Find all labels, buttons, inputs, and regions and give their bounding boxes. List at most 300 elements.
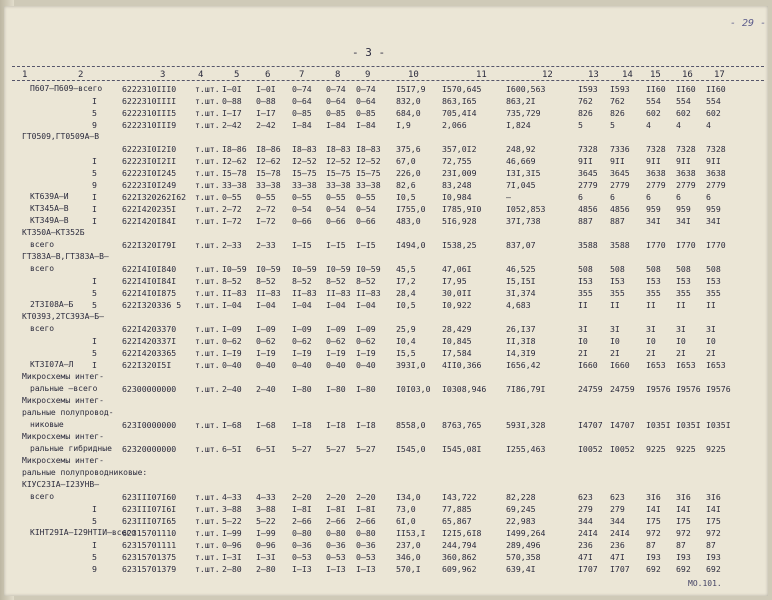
table-cell-r16-c9: 8–52 bbox=[356, 276, 376, 286]
table-cell-r7-c9: I5–75 bbox=[356, 168, 381, 178]
table-cell-r0-c15: II60 bbox=[646, 84, 666, 94]
table-cell-r18-c7: I–04 bbox=[292, 300, 312, 310]
table-cell-r22-c15: 2I bbox=[646, 348, 656, 358]
table-cell-r25-c10: I0I03,0 bbox=[396, 384, 431, 394]
table-cell-r20-c7: I–09 bbox=[292, 324, 312, 334]
table-cell-r15-c13: 508 bbox=[578, 264, 593, 274]
table-cell-r40-c11: 609,962 bbox=[442, 564, 477, 574]
table-cell-r39-c4: т.шт. bbox=[195, 552, 220, 562]
table-cell-r7-c16: 3638 bbox=[676, 168, 696, 178]
table-cell-r25-c16: I9576 bbox=[676, 384, 701, 394]
table-cell-r36-c4: т.шт. bbox=[195, 516, 220, 526]
table-cell-r23-c12: I656,42 bbox=[506, 360, 541, 370]
table-cell-r0-c11: I570,645 bbox=[442, 84, 482, 94]
table-cell-r37-c7: 0–80 bbox=[292, 528, 312, 538]
table-cell-r40-c3: 62315701379 bbox=[122, 564, 177, 574]
table-cell-r28-c1: никовые bbox=[30, 420, 64, 429]
table-cell-r7-c2: 5 bbox=[92, 168, 97, 178]
table-cell-r14-c1: ГТ383А–В,ГТ383А–В– bbox=[22, 252, 109, 261]
table-cell-r13-c15: I770 bbox=[646, 240, 666, 250]
table-cell-r10-c7: 0–54 bbox=[292, 204, 312, 214]
table-cell-r39-c5: I–3I bbox=[222, 552, 242, 562]
table-cell-r38-c16: 87 bbox=[676, 540, 686, 550]
table-cell-r0-c8: 0–74 bbox=[326, 84, 346, 94]
table-cell-r36-c8: 2–66 bbox=[326, 516, 346, 526]
table-cell-r16-c3: 622I4I0I84I bbox=[122, 276, 177, 286]
table-cell-r34-c14: 623 bbox=[610, 492, 625, 502]
table-cell-r39-c6: I–3I bbox=[256, 552, 276, 562]
table-cell-r22-c4: т.шт. bbox=[195, 348, 220, 358]
table-cell-r22-c2: 5 bbox=[92, 348, 97, 358]
table-cell-r0-c16: II60 bbox=[676, 84, 696, 94]
table-cell-r38-c10: 237,0 bbox=[396, 540, 421, 550]
table-cell-r28-c6: I–68 bbox=[256, 420, 276, 430]
table-cell-r11-c5: I–72 bbox=[222, 216, 242, 226]
table-cell-r35-c3: 623III07I6I bbox=[122, 504, 177, 514]
table-cell-r7-c15: 3638 bbox=[646, 168, 666, 178]
table-cell-r23-c15: I653 bbox=[646, 360, 666, 370]
table-cell-r13-c17: I770 bbox=[706, 240, 726, 250]
table-cell-r9-c4: т.шт. bbox=[195, 192, 220, 202]
table-cell-r28-c3: 623I0000000 bbox=[122, 420, 177, 430]
table-cell-r2-c2: 5 bbox=[92, 108, 97, 118]
table-cell-r38-c2: I bbox=[92, 540, 97, 550]
table-cell-r28-c14: I4707 bbox=[610, 420, 635, 430]
table-cell-r36-c9: 2–66 bbox=[356, 516, 376, 526]
table-cell-r21-c2: I bbox=[92, 336, 97, 346]
table-cell-r2-c3: 6222310III5 bbox=[122, 108, 177, 118]
table-cell-r20-c9: I–09 bbox=[356, 324, 376, 334]
table-cell-r40-c12: 639,4I bbox=[506, 564, 536, 574]
column-header-1: 1 bbox=[22, 70, 28, 80]
table-cell-r1-c15: 554 bbox=[646, 96, 661, 106]
table-cell-r1-c7: 0–64 bbox=[292, 96, 312, 106]
table-cell-r36-c17: I75 bbox=[706, 516, 721, 526]
table-cell-r6-c17: 9II bbox=[706, 156, 721, 166]
table-cell-r40-c5: 2–80 bbox=[222, 564, 242, 574]
table-cell-r3-c6: 2–42 bbox=[256, 120, 276, 130]
table-cell-r16-c16: I53 bbox=[676, 276, 691, 286]
column-header-16: 16 bbox=[682, 70, 693, 80]
table-cell-r28-c13: I4707 bbox=[578, 420, 603, 430]
table-cell-r3-c7: I–84 bbox=[292, 120, 312, 130]
table-cell-r3-c2: 9 bbox=[92, 120, 97, 130]
column-header-9: 9 bbox=[365, 70, 371, 80]
table-cell-r3-c5: 2–42 bbox=[222, 120, 242, 130]
table-cell-r17-c3: 622I4I0I875 bbox=[122, 288, 177, 298]
table-cell-r12-c1: КТ350А–КТ352Б bbox=[22, 228, 85, 237]
table-cell-r25-c11: I0308,946 bbox=[442, 384, 487, 394]
table-cell-r2-c10: 684,0 bbox=[396, 108, 421, 118]
table-cell-r10-c14: 4856 bbox=[610, 204, 630, 214]
table-cell-r21-c14: I0 bbox=[610, 336, 620, 346]
table-cell-r6-c5: I2–62 bbox=[222, 156, 247, 166]
table-cell-r17-c6: II–83 bbox=[256, 288, 281, 298]
table-cell-r15-c17: 508 bbox=[706, 264, 721, 274]
table-cell-r36-c15: I75 bbox=[646, 516, 661, 526]
table-cell-r38-c7: 0–36 bbox=[292, 540, 312, 550]
table-cell-r6-c3: 62223I0I2II bbox=[122, 156, 177, 166]
table-cell-r8-c3: 62223I0I249 bbox=[122, 180, 177, 190]
table-cell-r35-c16: I4I bbox=[676, 504, 691, 514]
table-cell-r15-c5: I0–59 bbox=[222, 264, 247, 274]
table-cell-r36-c5: 5–22 bbox=[222, 516, 242, 526]
table-cell-r5-c15: 7328 bbox=[646, 144, 666, 154]
table-cell-r21-c17: I0 bbox=[706, 336, 716, 346]
table-cell-r18-c9: I–04 bbox=[356, 300, 376, 310]
table-cell-r2-c6: I–I7 bbox=[256, 108, 276, 118]
table-cell-r16-c5: 8–52 bbox=[222, 276, 242, 286]
table-cell-r20-c13: 3I bbox=[578, 324, 588, 334]
table-cell-r35-c11: 77,885 bbox=[442, 504, 472, 514]
table-cell-r3-c12: I,824 bbox=[506, 120, 531, 130]
table-cell-r15-c9: I0–59 bbox=[356, 264, 381, 274]
table-cell-r36-c13: 344 bbox=[578, 516, 593, 526]
table-cell-r20-c15: 3I bbox=[646, 324, 656, 334]
table-cell-r22-c17: 2I bbox=[706, 348, 716, 358]
table-cell-r39-c17: I93 bbox=[706, 552, 721, 562]
table-cell-r18-c6: I–04 bbox=[256, 300, 276, 310]
table-cell-r28-c5: I–68 bbox=[222, 420, 242, 430]
table-cell-r2-c9: 0–85 bbox=[356, 108, 376, 118]
table-cell-r30-c13: I0052 bbox=[578, 444, 603, 454]
table-cell-r24-c1: Микросхемы интег- bbox=[22, 372, 104, 381]
table-cell-r20-c3: 622I4203370 bbox=[122, 324, 177, 334]
table-cell-r22-c11: I7,584 bbox=[442, 348, 472, 358]
table-cell-r11-c2: I bbox=[92, 216, 97, 226]
table-cell-r1-c10: 832,0 bbox=[396, 96, 421, 106]
table-cell-r10-c6: 2–72 bbox=[256, 204, 276, 214]
table-cell-r30-c10: I545,0 bbox=[396, 444, 426, 454]
table-cell-r21-c7: 0–62 bbox=[292, 336, 312, 346]
table-cell-r6-c9: I2–52 bbox=[356, 156, 381, 166]
table-cell-r23-c16: I653 bbox=[676, 360, 696, 370]
table-cell-r15-c16: 508 bbox=[676, 264, 691, 274]
table-cell-r9-c17: 6 bbox=[706, 192, 711, 202]
table-cell-r21-c11: I0,845 bbox=[442, 336, 472, 346]
table-cell-r11-c6: I–72 bbox=[256, 216, 276, 226]
table-cell-r3-c8: I–84 bbox=[326, 120, 346, 130]
table-cell-r10-c8: 0–54 bbox=[326, 204, 346, 214]
table-cell-r25-c12: 7I86,79I bbox=[506, 384, 546, 394]
table-cell-r22-c12: I4,3I9 bbox=[506, 348, 536, 358]
table-cell-r8-c16: 2779 bbox=[676, 180, 696, 190]
table-cell-r8-c15: 2779 bbox=[646, 180, 666, 190]
table-cell-r10-c2: I bbox=[92, 204, 97, 214]
table-cell-r35-c9: I–8I bbox=[356, 504, 376, 514]
table-cell-r35-c4: т.шт. bbox=[195, 504, 220, 514]
table-cell-r38-c4: т.шт. bbox=[195, 540, 220, 550]
table-cell-r28-c17: I035I bbox=[706, 420, 731, 430]
table-cell-r6-c13: 9II bbox=[578, 156, 593, 166]
table-cell-r10-c13: 4856 bbox=[578, 204, 598, 214]
table-cell-r17-c16: 355 bbox=[676, 288, 691, 298]
table-cell-r40-c17: 692 bbox=[706, 564, 721, 574]
table-cell-r39-c13: 47I bbox=[578, 552, 593, 562]
table-cell-r5-c6: I8–86 bbox=[256, 144, 281, 154]
table-cell-r5-c17: 7328 bbox=[706, 144, 726, 154]
table-cell-r0-c3: 6222310III0 bbox=[122, 84, 177, 94]
table-cell-r18-c16: II bbox=[676, 300, 686, 310]
table-cell-r37-c17: 972 bbox=[706, 528, 721, 538]
table-cell-r9-c13: 6 bbox=[578, 192, 583, 202]
table-cell-r20-c1: всего bbox=[30, 324, 55, 333]
table-cell-r15-c7: I0–59 bbox=[292, 264, 317, 274]
table-cell-r17-c9: II–83 bbox=[356, 288, 381, 298]
table-cell-r23-c10: 393I,0 bbox=[396, 360, 426, 370]
table-cell-r20-c17: 3I bbox=[706, 324, 716, 334]
table-cell-r8-c10: 82,6 bbox=[396, 180, 416, 190]
table-cell-r5-c16: 7328 bbox=[676, 144, 696, 154]
table-cell-r9-c14: 6 bbox=[610, 192, 615, 202]
table-cell-r3-c15: 4 bbox=[646, 120, 651, 130]
table-cell-r17-c13: 355 bbox=[578, 288, 593, 298]
table-cell-r1-c9: 0–64 bbox=[356, 96, 376, 106]
table-cell-r18-c1: 2Т3I08А–Б bbox=[30, 300, 74, 309]
column-header-8: 8 bbox=[335, 70, 341, 80]
table-cell-r34-c12: 82,228 bbox=[506, 492, 536, 502]
table-cell-r9-c8: 0–55 bbox=[326, 192, 346, 202]
table-cell-r23-c8: 0–40 bbox=[326, 360, 346, 370]
table-cell-r13-c16: I770 bbox=[676, 240, 696, 250]
table-cell-r25-c14: 24759 bbox=[610, 384, 635, 394]
table-cell-r5-c7: I8–83 bbox=[292, 144, 317, 154]
table-cell-r9-c5: 0–55 bbox=[222, 192, 242, 202]
table-cell-r34-c4: т.шт. bbox=[195, 492, 220, 502]
table-cell-r16-c8: 8–52 bbox=[326, 276, 346, 286]
table-cell-r2-c12: 735,729 bbox=[506, 108, 541, 118]
table-cell-r15-c3: 622I4I0I840 bbox=[122, 264, 177, 274]
table-cell-r25-c4: т.шт. bbox=[195, 384, 220, 394]
table-cell-r8-c9: 33–38 bbox=[356, 180, 381, 190]
table-cell-r7-c11: 23I,009 bbox=[442, 168, 477, 178]
table-cell-r23-c17: I653 bbox=[706, 360, 726, 370]
column-header-3: 3 bbox=[160, 70, 166, 80]
table-cell-r13-c14: 3588 bbox=[610, 240, 630, 250]
table-cell-r0-c13: I593 bbox=[578, 84, 598, 94]
table-cell-r6-c10: 67,0 bbox=[396, 156, 416, 166]
table-cell-r3-c10: I,9 bbox=[396, 120, 411, 130]
table-cell-r13-c12: 837,07 bbox=[506, 240, 536, 250]
table-cell-r15-c4: т.шт. bbox=[195, 264, 220, 274]
table-cell-r1-c16: 554 bbox=[676, 96, 691, 106]
table-cell-r7-c8: I5–75 bbox=[326, 168, 351, 178]
table-cell-r22-c3: 622I4203365 bbox=[122, 348, 177, 358]
table-cell-r40-c6: 2–80 bbox=[256, 564, 276, 574]
table-cell-r7-c5: I5–78 bbox=[222, 168, 247, 178]
table-cell-r18-c10: I0,5 bbox=[396, 300, 416, 310]
table-cell-r28-c4: т.шт. bbox=[195, 420, 220, 430]
table-cell-r28-c8: I–I8 bbox=[326, 420, 346, 430]
table-cell-r17-c10: 28,4 bbox=[396, 288, 416, 298]
table-cell-r8-c7: 33–38 bbox=[292, 180, 317, 190]
table-cell-r34-c5: 4–33 bbox=[222, 492, 242, 502]
table-cell-r38-c8: 0–36 bbox=[326, 540, 346, 550]
table-cell-r11-c3: 622I420I84I bbox=[122, 216, 177, 226]
table-cell-r16-c4: т.шт. bbox=[195, 276, 220, 286]
table-cell-r3-c17: 4 bbox=[706, 120, 711, 130]
table-cell-r25-c6: 2–40 bbox=[256, 384, 276, 394]
table-cell-r13-c4: т.шт. bbox=[195, 240, 220, 250]
table-cell-r6-c6: I2–62 bbox=[256, 156, 281, 166]
table-cell-r18-c4: т.шт. bbox=[195, 300, 220, 310]
table-cell-r17-c14: 355 bbox=[610, 288, 625, 298]
table-cell-r1-c6: 0–88 bbox=[256, 96, 276, 106]
column-header-12: 12 bbox=[542, 70, 553, 80]
table-cell-r5-c13: 7328 bbox=[578, 144, 598, 154]
table-cell-r17-c5: II–83 bbox=[222, 288, 247, 298]
table-cell-r9-c12: – bbox=[506, 192, 511, 202]
table-cell-r34-c1: всего bbox=[30, 492, 55, 501]
table-cell-r11-c1: КТ349А–В bbox=[30, 216, 69, 225]
table-cell-r39-c2: 5 bbox=[92, 552, 97, 562]
table-cell-r17-c15: 355 bbox=[646, 288, 661, 298]
table-cell-r13-c9: I–I5 bbox=[356, 240, 376, 250]
table-cell-r16-c7: 8–52 bbox=[292, 276, 312, 286]
table-cell-r5-c14: 7336 bbox=[610, 144, 630, 154]
table-cell-r36-c10: 6I,0 bbox=[396, 516, 416, 526]
table-cell-r8-c12: 7I,045 bbox=[506, 180, 536, 190]
table-cell-r38-c3: 62315701111 bbox=[122, 540, 177, 550]
table-cell-r18-c5: I–04 bbox=[222, 300, 242, 310]
table-cell-r2-c8: 0–85 bbox=[326, 108, 346, 118]
table-cell-r34-c10: I34,0 bbox=[396, 492, 421, 502]
table-cell-r30-c9: 5–27 bbox=[356, 444, 376, 454]
table-cell-r9-c6: 0–55 bbox=[256, 192, 276, 202]
table-cell-r13-c7: I–I5 bbox=[292, 240, 312, 250]
table-cell-r0-c9: 0–74 bbox=[356, 84, 376, 94]
table-cell-r37-c1: КIНТ29IА–I29НТIИ–всего bbox=[30, 528, 136, 537]
table-cell-r3-c11: 2,066 bbox=[442, 120, 467, 130]
table-cell-r13-c10: I494,0 bbox=[396, 240, 426, 250]
table-cell-r20-c8: I–09 bbox=[326, 324, 346, 334]
table-cell-r22-c16: 2I bbox=[676, 348, 686, 358]
table-cell-r35-c13: 279 bbox=[578, 504, 593, 514]
table-cell-r3-c16: 4 bbox=[676, 120, 681, 130]
table-cell-r18-c8: I–04 bbox=[326, 300, 346, 310]
table-cell-r38-c14: 236 bbox=[610, 540, 625, 550]
table-cell-r16-c2: I bbox=[92, 276, 97, 286]
table-cell-r23-c3: 622I320I5I bbox=[122, 360, 172, 370]
table-cell-r34-c9: 2–20 bbox=[356, 492, 376, 502]
table-cell-r20-c6: I–09 bbox=[256, 324, 276, 334]
table-cell-r30-c4: т.шт. bbox=[195, 444, 220, 454]
table-cell-r0-c17: II60 bbox=[706, 84, 726, 94]
table-cell-r39-c3: 62315701375 bbox=[122, 552, 177, 562]
table-cell-r15-c14: 508 bbox=[610, 264, 625, 274]
table-cell-r11-c14: 887 bbox=[610, 216, 625, 226]
table-cell-r22-c6: I–I9 bbox=[256, 348, 276, 358]
table-cell-r40-c14: I707 bbox=[610, 564, 630, 574]
table-cell-r22-c8: I–I9 bbox=[326, 348, 346, 358]
column-header-10: 10 bbox=[408, 70, 419, 80]
table-cell-r5-c10: 375,6 bbox=[396, 144, 421, 154]
table-cell-r21-c8: 0–62 bbox=[326, 336, 346, 346]
table-cell-r39-c15: I93 bbox=[646, 552, 661, 562]
table-cell-r18-c11: I0,922 bbox=[442, 300, 472, 310]
table-cell-r17-c7: II–83 bbox=[292, 288, 317, 298]
table-cell-r35-c6: 3–88 bbox=[256, 504, 276, 514]
table-cell-r39-c11: 360,862 bbox=[442, 552, 477, 562]
table-cell-r38-c6: 0–96 bbox=[256, 540, 276, 550]
table-cell-r30-c1: ральные гибридные bbox=[30, 444, 112, 453]
table-cell-r13-c8: I–I5 bbox=[326, 240, 346, 250]
table-cell-r23-c7: 0–40 bbox=[292, 360, 312, 370]
table-cell-r9-c2: I bbox=[92, 192, 97, 202]
table-cell-r5-c11: 357,0I2 bbox=[442, 144, 477, 154]
table-cell-r7-c17: 3638 bbox=[706, 168, 726, 178]
table-cell-r18-c15: II bbox=[646, 300, 656, 310]
table-cell-r11-c10: 483,0 bbox=[396, 216, 421, 226]
table-cell-r34-c15: 3I6 bbox=[646, 492, 661, 502]
column-header-15: 15 bbox=[650, 70, 661, 80]
table-cell-r2-c5: I–I7 bbox=[222, 108, 242, 118]
table-cell-r21-c3: 622I420337I bbox=[122, 336, 177, 346]
table-cell-r17-c17: 355 bbox=[706, 288, 721, 298]
table-cell-r33-c1: КIУС23IА–I23УНВ– bbox=[22, 480, 100, 489]
column-header-2: 2 bbox=[78, 70, 84, 80]
table-cell-r0-c7: 0–74 bbox=[292, 84, 312, 94]
table-cell-r21-c10: I0,4 bbox=[396, 336, 416, 346]
table-cell-r2-c11: 705,4I4 bbox=[442, 108, 477, 118]
table-cell-r34-c16: 3I6 bbox=[676, 492, 691, 502]
table-cell-r7-c3: 62223I0I245 bbox=[122, 168, 177, 178]
table-cell-r39-c14: 47I bbox=[610, 552, 625, 562]
table-cell-r9-c7: 0–55 bbox=[292, 192, 312, 202]
table-cell-r9-c15: 6 bbox=[646, 192, 651, 202]
table-cell-r2-c13: 826 bbox=[578, 108, 593, 118]
table-cell-r37-c15: 972 bbox=[646, 528, 661, 538]
table-cell-r20-c10: 25,9 bbox=[396, 324, 416, 334]
table-cell-r5-c3: 62223I0I2I0 bbox=[122, 144, 177, 154]
table-cell-r25-c7: I–80 bbox=[292, 384, 312, 394]
table-cell-r13-c5: 2–33 bbox=[222, 240, 242, 250]
table-cell-r17-c4: т.шт. bbox=[195, 288, 220, 298]
table-cell-r19-c1: КТ0393,2ТС393А–Б– bbox=[22, 312, 104, 321]
table-cell-r2-c16: 602 bbox=[676, 108, 691, 118]
table-cell-r10-c5: 2–72 bbox=[222, 204, 242, 214]
table-cell-r8-c8: 33–38 bbox=[326, 180, 351, 190]
table-cell-r6-c15: 9II bbox=[646, 156, 661, 166]
table-cell-r35-c8: I–8I bbox=[326, 504, 346, 514]
table-cell-r21-c12: II,3I8 bbox=[506, 336, 536, 346]
table-cell-r22-c5: I–I9 bbox=[222, 348, 242, 358]
table-cell-r40-c9: I–I3 bbox=[356, 564, 376, 574]
table-cell-r21-c9: 0–62 bbox=[356, 336, 376, 346]
table-cell-r37-c11: I2I5,6I8 bbox=[442, 528, 482, 538]
table-cell-r23-c1: КТ3I07А–Л bbox=[30, 360, 74, 369]
table-cell-r7-c6: I5–78 bbox=[256, 168, 281, 178]
table-cell-r15-c6: I0–59 bbox=[256, 264, 281, 274]
table-cell-r30-c12: I255,463 bbox=[506, 444, 546, 454]
table-cell-r25-c9: I–80 bbox=[356, 384, 376, 394]
table-cell-r15-c10: 45,5 bbox=[396, 264, 416, 274]
table-cell-r18-c2: 5 bbox=[92, 300, 97, 310]
table-cell-r36-c6: 5–22 bbox=[256, 516, 276, 526]
table-cell-r34-c11: I43,722 bbox=[442, 492, 477, 502]
table-cell-r20-c16: 3I bbox=[676, 324, 686, 334]
table-cell-r30-c7: 5–27 bbox=[292, 444, 312, 454]
table-cell-r22-c13: 2I bbox=[578, 348, 588, 358]
table-cell-r37-c3: 62315701110 bbox=[122, 528, 177, 538]
table-cell-r3-c9: I–84 bbox=[356, 120, 376, 130]
table-cell-r6-c12: 46,669 bbox=[506, 156, 536, 166]
table-cell-r1-c17: 554 bbox=[706, 96, 721, 106]
table-cell-r40-c15: 692 bbox=[646, 564, 661, 574]
table-cell-r36-c14: 344 bbox=[610, 516, 625, 526]
table-cell-r20-c4: т.шт. bbox=[195, 324, 220, 334]
column-header-14: 14 bbox=[622, 70, 633, 80]
